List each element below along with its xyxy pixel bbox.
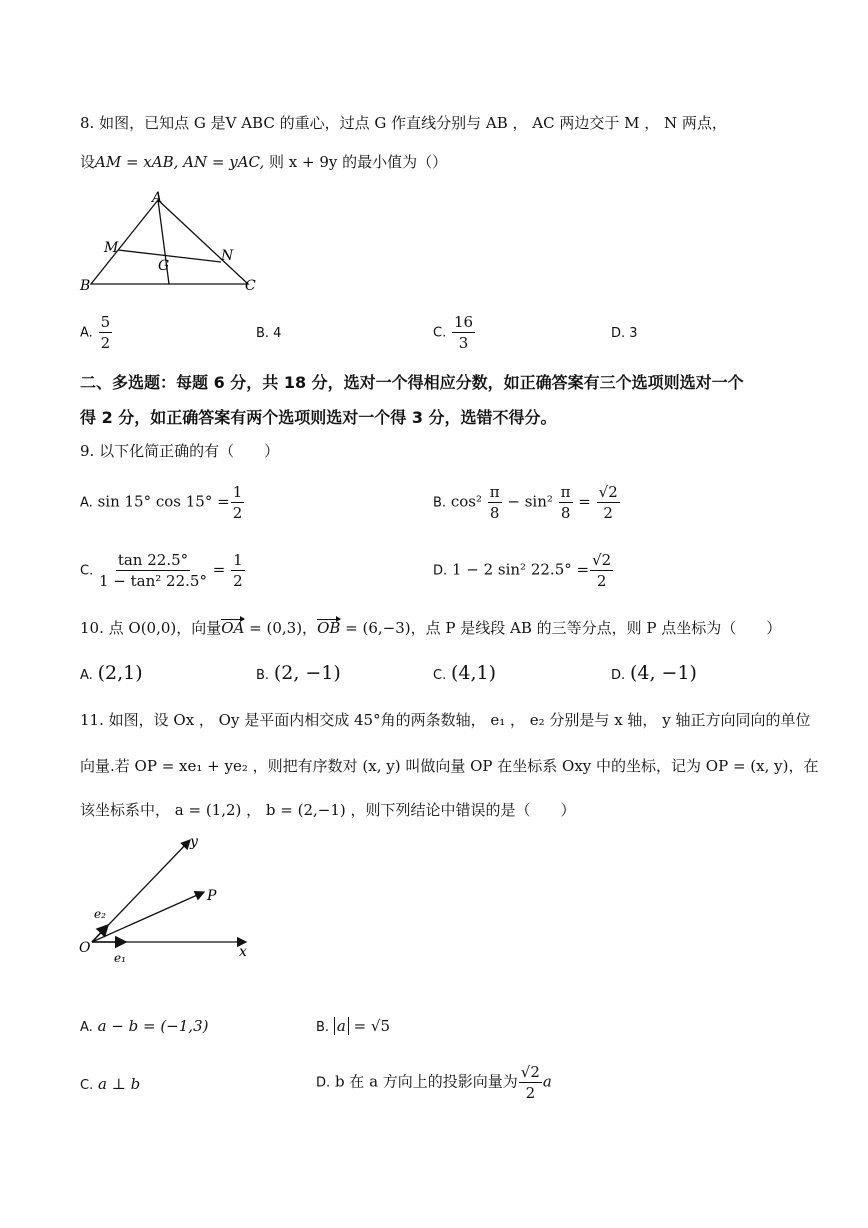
q10-option-c[interactable]: C. (4,1)	[433, 662, 497, 684]
q11-axes-figure	[74, 828, 264, 968]
q11-line3: 该坐标系中， a = (1,2) ， b = (2,−1) ，则下列结论中错误的是（ ）	[80, 801, 576, 819]
q8-label-M: M	[104, 240, 119, 256]
q8-line2-prefix: 设	[80, 153, 96, 171]
q8-option-c[interactable]: C. $\frac{16}{3}$	[433, 313, 474, 352]
q8-option-d[interactable]: D. 3	[611, 326, 638, 341]
q8-label-C: C	[245, 278, 256, 294]
q9-stem: 9. 以下化简正确的有（ ）	[80, 442, 280, 460]
q8-label-B: B	[80, 278, 91, 294]
q9-option-d[interactable]: D. 1 − 2 sin² 22.5° = $\frac{√2}{2}$	[433, 551, 612, 590]
q8-option-a-fraction: $\frac{5}{2}$	[100, 313, 111, 352]
q11-label-x: x	[239, 944, 247, 960]
q11-option-c[interactable]: C. a ⊥ b	[80, 1075, 141, 1093]
q11-label-O: O	[79, 940, 91, 956]
vector-oa: OA	[221, 619, 245, 637]
q11-label-e1: e₁	[114, 951, 126, 965]
section2-heading-line2: 得 2 分，如正确答案有两个选项则选对一个得 3 分，选错不得分。	[80, 408, 557, 427]
q11-line2: 向量.若 OP = xe₁ + ye₂ ，则把有序数对 (x, y) 叫做向量 OP 在坐标系 Oxy 中的坐标，记为 OP = (x, y)，在	[80, 757, 819, 775]
q8-line2-formula: AM = xAB, AN = yAC,	[95, 153, 265, 171]
q11-option-a[interactable]: A. a − b = (−1,3)	[80, 1017, 209, 1035]
q10-option-b[interactable]: B. (2, −1)	[256, 662, 341, 684]
q8-triangle-figure	[76, 188, 266, 298]
q8-line2	[80, 152, 447, 172]
q8-label-G: G	[158, 258, 170, 274]
q11-option-d[interactable]: D. b 在 a 方向上的投影向量为 $\frac{√2}{2}$ a	[316, 1063, 552, 1102]
q8-option-c-fraction: $\frac{16}{3}$	[454, 313, 474, 352]
q11-option-b[interactable]: B. a = √5	[316, 1017, 391, 1035]
q10-option-a[interactable]: A. (2,1)	[80, 662, 143, 684]
q8-line1: 8. 如图，已知点 G 是V ABC 的重心，过点 G 作直线分别与 AB ， AC 两边交于 M ， N 两点，	[80, 114, 727, 132]
q10-stem: 10. 点 O(0,0)，向量OA = (0,3)，OB = (6,−3)，点 P 是线段 AB 的三等分点，则 P 点坐标为（ ）	[80, 619, 782, 637]
q8-label-N: N	[221, 248, 234, 264]
vector-ob: OB	[317, 619, 341, 637]
q8-line2-suffix: 则 x + 9y 的最小值为（）	[269, 153, 448, 171]
q9-option-c[interactable]: C. $\frac{\tan 22.5^\circ}{\text{1 − tan² 22.5°}}$ = $\frac{1}{2}$	[80, 551, 243, 590]
section2-heading-line1: 二、多选题：每题 6 分，共 18 分，选对一个得相应分数，如正确答案有三个选项则选对一个	[80, 373, 744, 392]
q10-option-d[interactable]: D. (4, −1)	[611, 662, 697, 684]
q11-label-e2: e₂	[94, 907, 106, 921]
q8-label-A: A	[152, 190, 163, 206]
q9-option-a[interactable]: A. sin 15° cos 15° = $\frac{1}{2}$	[80, 483, 243, 522]
q11-label-y: y	[190, 834, 198, 850]
q11-line1: 11. 如图，设 Ox ， Oy 是平面内相交成 45°角的两条数轴， e₁ ， e₂ 分别是与 x 轴， y 轴正方向同向的单位	[80, 711, 811, 729]
q8-option-a[interactable]: A. $\frac{5}{2}$	[80, 313, 111, 352]
q8-option-b[interactable]: B. 4	[256, 326, 282, 341]
q9-option-b[interactable]: B. cos² $\frac{\pi}{8}$ − sin² $\frac{\pi}{8}$ = $\frac{√2}{2}$	[433, 483, 618, 522]
q11-label-P: P	[207, 888, 217, 904]
